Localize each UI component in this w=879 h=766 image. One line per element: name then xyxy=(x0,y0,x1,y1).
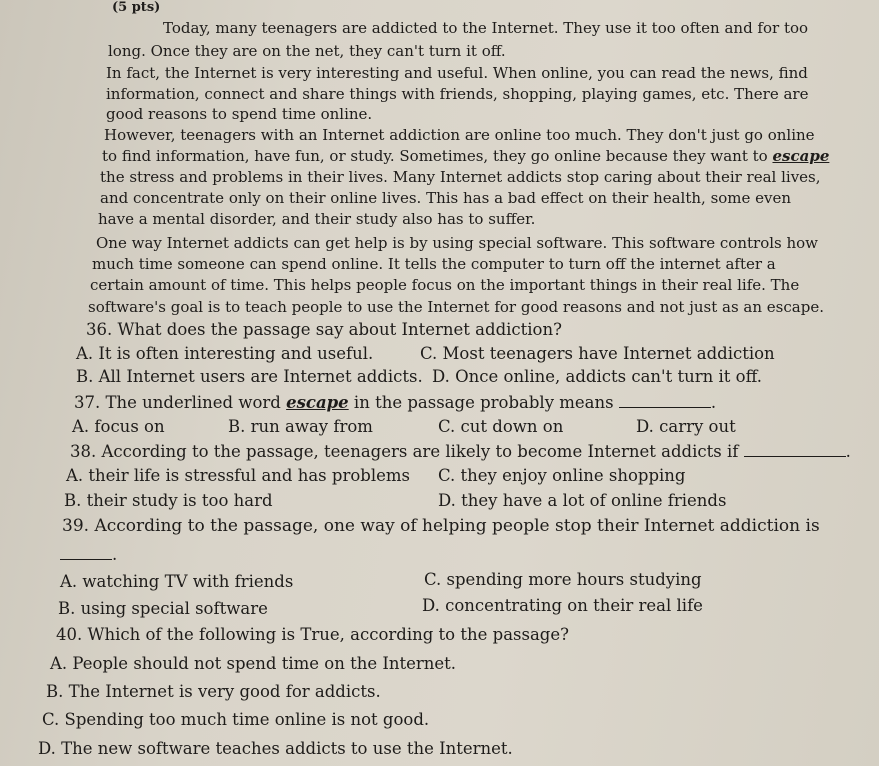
passage-line: to find information, have fun, or study. Sometimes, they go online because they want to escape xyxy=(102,147,830,165)
passage-line: software's goal is to teach people to use the Internet for good reasons and not just as an escape. xyxy=(88,298,824,316)
passage-line: certain amount of time. This helps people focus on the important things in their real life. The xyxy=(90,276,800,294)
passage-line: much time someone can spend online. It tells the computer to turn off the internet after a xyxy=(92,255,776,273)
question-36-stem: 36. What does the passage say about Internet addiction? xyxy=(86,320,562,339)
passage-line: Today, many teenagers are addicted to the Internet. They use it too often and for too xyxy=(163,19,809,37)
passage-line: good reasons to spend time online. xyxy=(106,105,373,123)
passage-line: However, teenagers with an Internet addiction are online too much. They don't just go online xyxy=(104,126,815,144)
q37-option-d: D. carry out xyxy=(636,417,736,436)
score-label: (5 pts) xyxy=(112,0,161,15)
q40-option-a: A. People should not spend time on the Internet. xyxy=(50,654,457,673)
q36-option-b: B. All Internet users are Internet addicts. xyxy=(76,367,423,386)
passage-line: have a mental disorder, and their study also has to suffer. xyxy=(98,210,536,228)
q37-option-a: A. focus on xyxy=(72,417,165,436)
question-38-stem: 38. According to the passage, teenagers are likely to become Internet addicts if . xyxy=(70,442,851,461)
q38-option-b: B. their study is too hard xyxy=(64,491,273,510)
q36-option-d: D. Once online, addicts can't turn it off. xyxy=(432,367,762,386)
answer-blank xyxy=(744,444,846,457)
question-37-stem: 37. The underlined word escape in the passage probably means . xyxy=(74,393,717,412)
answer-blank xyxy=(619,395,711,408)
q39-option-d: D. concentrating on their real life xyxy=(422,596,703,615)
passage-line: One way Internet addicts can get help is by using special software. This software controls how xyxy=(96,234,819,252)
q38-option-c: C. they enjoy online shopping xyxy=(438,466,686,485)
answer-blank xyxy=(60,547,112,560)
question-39-stem: 39. According to the passage, one way of helping people stop their Internet addiction is xyxy=(62,516,820,536)
q40-option-d: D. The new software teaches addicts to use the Internet. xyxy=(38,739,513,758)
q37-option-c: C. cut down on xyxy=(438,417,564,436)
question-40-stem: 40. Which of the following is True, according to the passage? xyxy=(56,625,569,644)
q38-option-d: D. they have a lot of online friends xyxy=(438,491,727,510)
q37-underlined-word: escape xyxy=(286,393,349,412)
q36-option-a: A. It is often interesting and useful. xyxy=(76,344,374,363)
q36-option-c: C. Most teenagers have Internet addiction xyxy=(420,344,775,363)
passage-line: the stress and problems in their lives. Many Internet addicts stop caring about their real lives, xyxy=(100,168,821,186)
q37-option-b: B. run away from xyxy=(228,417,373,436)
q40-option-b: B. The Internet is very good for addicts. xyxy=(46,682,381,701)
q39-option-b: B. using special software xyxy=(58,599,268,618)
q39-option-c: C. spending more hours studying xyxy=(424,570,702,589)
q38-option-a: A. their life is stressful and has problems xyxy=(66,466,410,485)
q40-option-c: C. Spending too much time online is not good. xyxy=(42,710,430,729)
underlined-word-escape: escape xyxy=(772,147,830,165)
question-39-blank: . xyxy=(60,547,117,564)
passage-line: In fact, the Internet is very interesting and useful. When online, you can read the news, find xyxy=(106,64,808,82)
passage-line: information, connect and share things with friends, shopping, playing games, etc. There are xyxy=(106,85,809,103)
passage-line: and concentrate only on their online lives. This has a bad effect on their health, some even xyxy=(100,189,792,207)
passage-line: long. Once they are on the net, they can't turn it off. xyxy=(108,42,506,60)
q39-option-a: A. watching TV with friends xyxy=(60,572,294,591)
